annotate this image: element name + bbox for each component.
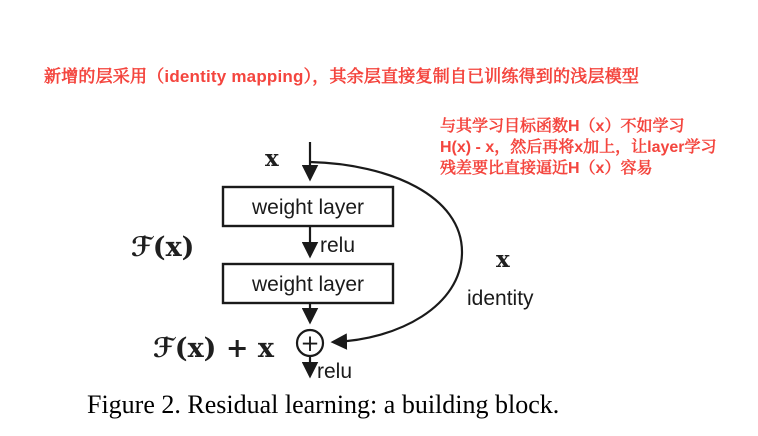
top-annotation-text: 新增的层采用（identity mapping），其余层直接复制自已训练得到的浅层模型	[44, 67, 640, 86]
shortcut-x-label: x	[496, 246, 510, 273]
weight-layer-top-label: weight layer	[251, 196, 365, 219]
sum-output-label: ℱ(x) + x	[153, 333, 274, 364]
residual-function-label: ℱ(x)	[131, 232, 195, 263]
figure-caption: Figure 2. Residual learning: a building block.	[87, 390, 560, 419]
plus-icon: +	[300, 331, 320, 357]
relu-between-label: relu	[320, 234, 356, 257]
side-annotation-line-3: 残差要比直接逼近H（x）容易	[440, 160, 653, 177]
input-x-label: x	[265, 145, 279, 172]
side-annotation-line-1: 与其学习目标函数H（x）不如学习	[440, 118, 685, 135]
side-annotation-line-2: H(x) - x，然后再将x加上，让layer学习	[440, 139, 717, 156]
weight-layer-bottom-label: weight layer	[251, 273, 365, 296]
identity-label: identity	[467, 287, 534, 310]
relu-output-label: relu	[317, 360, 353, 383]
